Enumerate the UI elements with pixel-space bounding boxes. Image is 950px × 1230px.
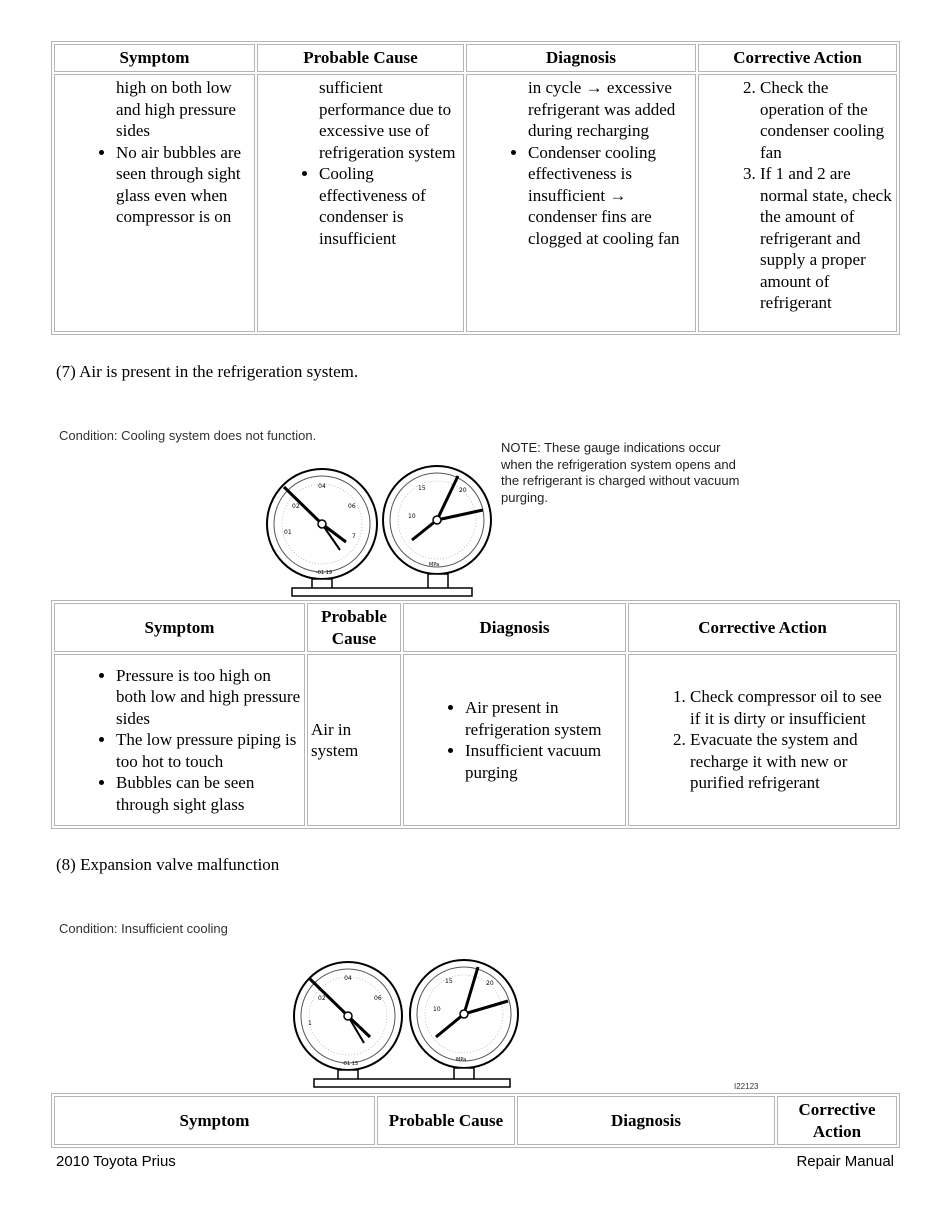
svg-text:10: 10 xyxy=(433,1006,441,1013)
svg-text:20: 20 xyxy=(486,980,494,987)
list-item: • Pressure is too high on both low and high pressure sides xyxy=(116,665,301,730)
action-cell xyxy=(698,74,897,332)
list-item: 3. If 1 and 2 are normal state, check the amount of refrigerant and supply a proper amount of refrigerant xyxy=(760,163,893,314)
action-cell xyxy=(628,654,897,826)
section-8-condition: Condition: Insufficient cooling xyxy=(59,921,228,936)
section-7-title: (7) Air is present in the refrigeration system. xyxy=(56,362,359,381)
list-item: 2. Check the operation of the condenser cooling fan xyxy=(760,77,893,163)
header-symptom: Symptom xyxy=(54,44,255,72)
diagnosis-cell xyxy=(466,74,696,332)
diagnosis-continuation: in cycle → excessive refrigerant was added during recharging xyxy=(528,78,676,140)
footer-left: 2010 Toyota Prius xyxy=(56,1153,176,1170)
list-item: • Air present in refrigeration system xyxy=(465,697,622,740)
header-symptom: Symptom xyxy=(54,603,305,652)
svg-text:02: 02 xyxy=(318,995,326,1002)
list-item: 1. Check compressor oil to see if it is dirty or insufficient xyxy=(690,686,893,729)
symptom-table-3 xyxy=(51,1093,900,1148)
header-corrective-action: Corrective Action xyxy=(628,603,897,652)
gauge-set-figure-7 xyxy=(262,462,502,600)
symptom-continuation: high on both low and high pressure sides xyxy=(116,78,236,140)
low-pressure-gauge xyxy=(294,962,402,1070)
svg-text:-01 19: -01 19 xyxy=(316,570,333,576)
high-pressure-gauge xyxy=(383,466,491,574)
manifold-base xyxy=(314,1068,510,1087)
svg-text:-01 13: -01 13 xyxy=(342,1061,359,1067)
diagnosis-cell xyxy=(403,654,626,826)
svg-text:10: 10 xyxy=(408,513,416,520)
header-diagnosis: Diagnosis xyxy=(403,603,626,652)
svg-text:20: 20 xyxy=(459,487,467,494)
list-item: • Insufficient vacuum purging xyxy=(465,740,622,783)
cause-continuation: sufficient performance due to excessive use of refrigeration system xyxy=(319,78,456,162)
list-item: • Condenser cooling effectiveness is insufficient → condenser fins are clogged at cooling fan xyxy=(528,142,692,250)
header-corrective-action: Corrective Action xyxy=(698,44,897,72)
section-7-note: NOTE: These gauge indications occur when the refrigeration system opens and the refrigerant is charged without vacuum purging. xyxy=(501,440,740,505)
svg-text:MPa: MPa xyxy=(456,1057,467,1063)
list-item: • The low pressure piping is too hot to touch xyxy=(116,729,301,772)
svg-text:04: 04 xyxy=(344,975,352,982)
section-7-condition: Condition: Cooling system does not function. xyxy=(59,428,317,443)
list-item: • Cooling effectiveness of condenser is insufficient xyxy=(319,163,460,249)
symptom-table-2 xyxy=(51,600,900,829)
header-diagnosis: Diagnosis xyxy=(466,44,696,72)
svg-text:1: 1 xyxy=(308,1020,312,1027)
list-item: • Bubbles can be seen through sight glass xyxy=(116,772,301,815)
symptom-cell xyxy=(54,74,255,332)
svg-text:MPa: MPa xyxy=(429,562,440,568)
svg-text:7: 7 xyxy=(352,533,356,540)
header-probable-cause: Probable Cause xyxy=(377,1096,515,1145)
svg-text:06: 06 xyxy=(374,995,382,1002)
svg-text:06: 06 xyxy=(348,503,356,510)
high-pressure-gauge xyxy=(410,960,518,1068)
cause-cell: Air in system xyxy=(307,654,401,826)
symptom-table-1 xyxy=(51,41,900,335)
gauge-set-figure-8 xyxy=(290,955,530,1090)
header-probable-cause: Probable Cause xyxy=(257,44,464,72)
svg-text:15: 15 xyxy=(445,978,453,985)
low-pressure-gauge xyxy=(267,469,377,579)
list-item: 2. Evacuate the system and recharge it with new or purified refrigerant xyxy=(690,729,893,794)
footer-right: Repair Manual xyxy=(796,1153,894,1170)
header-corrective-action: Corrective Action xyxy=(777,1096,897,1145)
list-item: • No air bubbles are seen through sight glass even when compressor is on xyxy=(116,142,251,228)
header-symptom: Symptom xyxy=(54,1096,375,1145)
figure-id: I22123 xyxy=(734,1082,759,1091)
svg-text:04: 04 xyxy=(318,483,326,490)
svg-text:01: 01 xyxy=(284,529,292,536)
section-8-title: (8) Expansion valve malfunction xyxy=(56,855,280,874)
header-diagnosis: Diagnosis xyxy=(517,1096,775,1145)
header-probable-cause: Probable Cause xyxy=(307,603,401,652)
cause-cell xyxy=(257,74,464,332)
svg-text:15: 15 xyxy=(418,485,426,492)
symptom-cell xyxy=(54,654,305,826)
svg-text:02: 02 xyxy=(292,503,300,510)
